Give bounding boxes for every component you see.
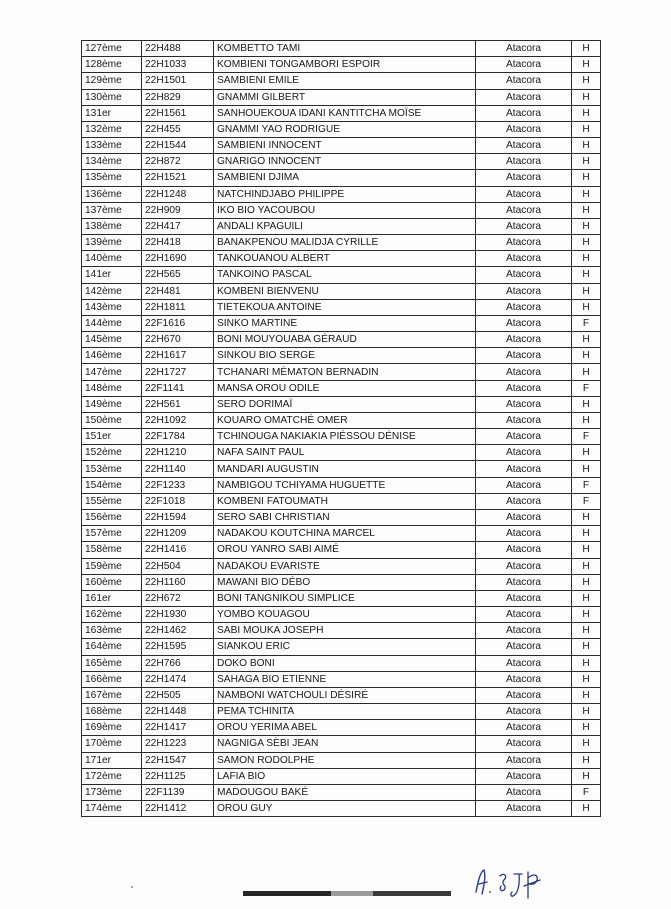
sex-cell: H	[572, 283, 601, 299]
department-cell: Atacora	[476, 687, 572, 703]
table-row	[82, 542, 601, 558]
name-cell: BONI MOUYOUABA GÉRAUD	[214, 332, 476, 348]
scan-speck	[131, 886, 133, 888]
department-cell: Atacora	[476, 784, 572, 800]
sex-cell: H	[572, 154, 601, 170]
name-cell: SABI MOUKA JOSEPH	[214, 623, 476, 639]
results-table	[81, 40, 601, 817]
name-cell: TANKOUANOU ALBERT	[214, 251, 476, 267]
rank-cell: 131er	[82, 105, 142, 121]
name-cell: SERO DORIMAÏ	[214, 396, 476, 412]
department-cell: Atacora	[476, 138, 572, 154]
sex-cell: H	[572, 348, 601, 364]
department-cell: Atacora	[476, 477, 572, 493]
department-cell: Atacora	[476, 461, 572, 477]
department-cell: Atacora	[476, 154, 572, 170]
table-row	[82, 283, 601, 299]
registration-cell: 22H1125	[142, 768, 214, 784]
department-cell: Atacora	[476, 202, 572, 218]
table-row	[82, 461, 601, 477]
name-cell: SAMBIENI DJIMA	[214, 170, 476, 186]
department-cell: Atacora	[476, 267, 572, 283]
sex-cell: F	[572, 477, 601, 493]
rank-cell: 167ème	[82, 687, 142, 703]
department-cell: Atacora	[476, 283, 572, 299]
sex-cell: H	[572, 105, 601, 121]
sex-cell: H	[572, 186, 601, 202]
registration-cell: 22H1595	[142, 639, 214, 655]
sex-cell: H	[572, 138, 601, 154]
department-cell: Atacora	[476, 235, 572, 251]
name-cell: SAHAGA BIO ETIENNE	[214, 671, 476, 687]
name-cell: LAFIA BIO	[214, 768, 476, 784]
registration-cell: 22H1462	[142, 623, 214, 639]
department-cell: Atacora	[476, 768, 572, 784]
table-row	[82, 801, 601, 817]
results-table-body	[82, 41, 601, 817]
name-cell: SIANKOU ERIC	[214, 639, 476, 655]
table-row	[82, 348, 601, 364]
registration-cell: 22H1544	[142, 138, 214, 154]
rank-cell: 168ème	[82, 704, 142, 720]
name-cell: GNAMMI YAO RODRIGUE	[214, 121, 476, 137]
name-cell: MADOUGOU BAKÉ	[214, 784, 476, 800]
table-row	[82, 73, 601, 89]
registration-cell: 22H766	[142, 655, 214, 671]
department-cell: Atacora	[476, 396, 572, 412]
name-cell: NAGNIGA SÈBI JEAN	[214, 736, 476, 752]
rank-cell: 160ème	[82, 574, 142, 590]
registration-cell: 22H1412	[142, 801, 214, 817]
rank-cell: 145ème	[82, 332, 142, 348]
department-cell: Atacora	[476, 720, 572, 736]
registration-cell: 22H1417	[142, 720, 214, 736]
rank-cell: 142ème	[82, 283, 142, 299]
name-cell: SINKOU BIO SERGE	[214, 348, 476, 364]
sex-cell: H	[572, 89, 601, 105]
name-cell: MANDARI AUGUSTIN	[214, 461, 476, 477]
sex-cell: H	[572, 736, 601, 752]
name-cell: MANSA OROU ODILE	[214, 380, 476, 396]
registration-cell: 22F1139	[142, 784, 214, 800]
name-cell: KOMBIENI TONGAMBORI ESPOIR	[214, 57, 476, 73]
handwritten-signature	[470, 862, 550, 902]
registration-cell: 22H1617	[142, 348, 214, 364]
rank-cell: 159ème	[82, 558, 142, 574]
department-cell: Atacora	[476, 186, 572, 202]
table-row	[82, 299, 601, 315]
registration-cell: 22F1784	[142, 429, 214, 445]
table-row	[82, 607, 601, 623]
department-cell: Atacora	[476, 445, 572, 461]
name-cell: KOUARO OMATCHÉ OMER	[214, 412, 476, 428]
table-row	[82, 186, 601, 202]
rank-cell: 156ème	[82, 509, 142, 525]
department-cell: Atacora	[476, 251, 572, 267]
registration-cell: 22H1501	[142, 73, 214, 89]
table-row	[82, 639, 601, 655]
sex-cell: H	[572, 655, 601, 671]
name-cell: SANHOUEKOUA IDANI KANTITCHA MOÏSE	[214, 105, 476, 121]
rank-cell: 171er	[82, 752, 142, 768]
registration-cell: 22H670	[142, 332, 214, 348]
department-cell: Atacora	[476, 299, 572, 315]
table-row	[82, 202, 601, 218]
table-row	[82, 412, 601, 428]
sex-cell: H	[572, 623, 601, 639]
registration-cell: 22H1521	[142, 170, 214, 186]
registration-cell: 22H561	[142, 396, 214, 412]
sex-cell: H	[572, 332, 601, 348]
rank-cell: 162ème	[82, 607, 142, 623]
name-cell: BONI TANGNIKOU SIMPLICE	[214, 590, 476, 606]
sex-cell: F	[572, 315, 601, 331]
table-row	[82, 768, 601, 784]
footer-bar-segment	[373, 891, 451, 896]
sex-cell: H	[572, 768, 601, 784]
rank-cell: 174ème	[82, 801, 142, 817]
table-row	[82, 267, 601, 283]
name-cell: TCHANARI MÈMATON BERNADIN	[214, 364, 476, 380]
table-row	[82, 784, 601, 800]
rank-cell: 143ème	[82, 299, 142, 315]
sex-cell: H	[572, 267, 601, 283]
department-cell: Atacora	[476, 57, 572, 73]
department-cell: Atacora	[476, 704, 572, 720]
sex-cell: H	[572, 607, 601, 623]
department-cell: Atacora	[476, 736, 572, 752]
rank-cell: 164ème	[82, 639, 142, 655]
sex-cell: H	[572, 687, 601, 703]
sex-cell: H	[572, 590, 601, 606]
table-row	[82, 720, 601, 736]
name-cell: NAFA SAINT PAUL	[214, 445, 476, 461]
department-cell: Atacora	[476, 542, 572, 558]
department-cell: Atacora	[476, 89, 572, 105]
department-cell: Atacora	[476, 558, 572, 574]
name-cell: SAMBIENI EMILE	[214, 73, 476, 89]
department-cell: Atacora	[476, 623, 572, 639]
name-cell: OROU GUY	[214, 801, 476, 817]
sex-cell: H	[572, 218, 601, 234]
rank-cell: 157ème	[82, 526, 142, 542]
name-cell: OROU YANRO SABI AIMÉ	[214, 542, 476, 558]
sex-cell: H	[572, 558, 601, 574]
department-cell: Atacora	[476, 801, 572, 817]
rank-cell: 153ème	[82, 461, 142, 477]
department-cell: Atacora	[476, 41, 572, 57]
table-row	[82, 380, 601, 396]
name-cell: BANAKPENOU MALIDJA CYRILLE	[214, 235, 476, 251]
rank-cell: 150ème	[82, 412, 142, 428]
rank-cell: 129ème	[82, 73, 142, 89]
sex-cell: H	[572, 542, 601, 558]
sex-cell: F	[572, 493, 601, 509]
table-row	[82, 671, 601, 687]
sex-cell: H	[572, 509, 601, 525]
registration-cell: 22H1033	[142, 57, 214, 73]
table-row	[82, 477, 601, 493]
sex-cell: H	[572, 461, 601, 477]
table-row	[82, 493, 601, 509]
registration-cell: 22H481	[142, 283, 214, 299]
sex-cell: H	[572, 202, 601, 218]
footer-bar-segment	[331, 891, 373, 896]
table-row	[82, 364, 601, 380]
rank-cell: 148ème	[82, 380, 142, 396]
table-row	[82, 332, 601, 348]
footer-bar	[243, 891, 451, 896]
department-cell: Atacora	[476, 170, 572, 186]
registration-cell: 22H1561	[142, 105, 214, 121]
rank-cell: 172ème	[82, 768, 142, 784]
sex-cell: H	[572, 574, 601, 590]
table-row	[82, 687, 601, 703]
name-cell: PEMA TCHINITA	[214, 704, 476, 720]
registration-cell: 22H488	[142, 41, 214, 57]
sex-cell: H	[572, 801, 601, 817]
registration-cell: 22H1092	[142, 412, 214, 428]
sex-cell: H	[572, 671, 601, 687]
sex-cell: H	[572, 396, 601, 412]
name-cell: KOMBETTO TAMI	[214, 41, 476, 57]
registration-cell: 22H1140	[142, 461, 214, 477]
department-cell: Atacora	[476, 364, 572, 380]
table-row	[82, 445, 601, 461]
registration-cell: 22F1233	[142, 477, 214, 493]
footer-bar-segment	[243, 891, 331, 896]
table-row	[82, 574, 601, 590]
sex-cell: H	[572, 235, 601, 251]
registration-cell: 22H872	[142, 154, 214, 170]
registration-cell: 22H505	[142, 687, 214, 703]
table-row	[82, 235, 601, 251]
rank-cell: 163ème	[82, 623, 142, 639]
name-cell: YOMBO KOUAGOU	[214, 607, 476, 623]
name-cell: SAMBIENI INNOCENT	[214, 138, 476, 154]
department-cell: Atacora	[476, 607, 572, 623]
department-cell: Atacora	[476, 121, 572, 137]
table-row	[82, 57, 601, 73]
department-cell: Atacora	[476, 315, 572, 331]
registration-cell: 22H672	[142, 590, 214, 606]
name-cell: SINKO MARTINE	[214, 315, 476, 331]
table-row	[82, 105, 601, 121]
registration-cell: 22H1930	[142, 607, 214, 623]
sex-cell: H	[572, 364, 601, 380]
rank-cell: 165ème	[82, 655, 142, 671]
sex-cell: H	[572, 251, 601, 267]
rank-cell: 140ème	[82, 251, 142, 267]
rank-cell: 146ème	[82, 348, 142, 364]
sex-cell: H	[572, 412, 601, 428]
table-row	[82, 121, 601, 137]
table-row	[82, 429, 601, 445]
table-row	[82, 526, 601, 542]
registration-cell: 22H1547	[142, 752, 214, 768]
registration-cell: 22H1474	[142, 671, 214, 687]
name-cell: SAMON RODOLPHE	[214, 752, 476, 768]
table-row	[82, 154, 601, 170]
department-cell: Atacora	[476, 429, 572, 445]
rank-cell: 135ème	[82, 170, 142, 186]
table-row	[82, 396, 601, 412]
rank-cell: 139ème	[82, 235, 142, 251]
department-cell: Atacora	[476, 671, 572, 687]
rank-cell: 134ème	[82, 154, 142, 170]
name-cell: GNAMMI GILBERT	[214, 89, 476, 105]
department-cell: Atacora	[476, 380, 572, 396]
registration-cell: 22H829	[142, 89, 214, 105]
name-cell: GNARIGO INNOCENT	[214, 154, 476, 170]
department-cell: Atacora	[476, 412, 572, 428]
rank-cell: 137ème	[82, 202, 142, 218]
registration-cell: 22F1018	[142, 493, 214, 509]
name-cell: OROU YERIMA ABEL	[214, 720, 476, 736]
registration-cell: 22H1209	[142, 526, 214, 542]
rank-cell: 152ème	[82, 445, 142, 461]
name-cell: TIETEKOUA ANTOINE	[214, 299, 476, 315]
rank-cell: 136ème	[82, 186, 142, 202]
table-row	[82, 558, 601, 574]
sex-cell: H	[572, 445, 601, 461]
table-row	[82, 752, 601, 768]
rank-cell: 154ème	[82, 477, 142, 493]
registration-cell: 22H1223	[142, 736, 214, 752]
sex-cell: H	[572, 57, 601, 73]
rank-cell: 170ème	[82, 736, 142, 752]
name-cell: KOMBENI FATOUMATH	[214, 493, 476, 509]
registration-cell: 22H909	[142, 202, 214, 218]
registration-cell: 22H1811	[142, 299, 214, 315]
sex-cell: F	[572, 784, 601, 800]
table-row	[82, 251, 601, 267]
rank-cell: 169ème	[82, 720, 142, 736]
department-cell: Atacora	[476, 218, 572, 234]
name-cell: NATCHINDJABO PHILIPPE	[214, 186, 476, 202]
rank-cell: 173ème	[82, 784, 142, 800]
department-cell: Atacora	[476, 590, 572, 606]
department-cell: Atacora	[476, 752, 572, 768]
rank-cell: 138ème	[82, 218, 142, 234]
name-cell: KOMBENI BIENVENU	[214, 283, 476, 299]
registration-cell: 22H1416	[142, 542, 214, 558]
rank-cell: 132ème	[82, 121, 142, 137]
registration-cell: 22H1727	[142, 364, 214, 380]
table-row	[82, 138, 601, 154]
rank-cell: 130ème	[82, 89, 142, 105]
sex-cell: F	[572, 380, 601, 396]
sex-cell: H	[572, 170, 601, 186]
department-cell: Atacora	[476, 655, 572, 671]
registration-cell: 22H1690	[142, 251, 214, 267]
rank-cell: 128ème	[82, 57, 142, 73]
registration-cell: 22H565	[142, 267, 214, 283]
name-cell: NAMBIGOU TCHIYAMA HUGUETTE	[214, 477, 476, 493]
sex-cell: H	[572, 41, 601, 57]
sex-cell: H	[572, 639, 601, 655]
name-cell: DOKO BONI	[214, 655, 476, 671]
sex-cell: H	[572, 299, 601, 315]
registration-cell: 22F1616	[142, 315, 214, 331]
sex-cell: H	[572, 720, 601, 736]
table-row	[82, 315, 601, 331]
registration-cell: 22H1448	[142, 704, 214, 720]
department-cell: Atacora	[476, 332, 572, 348]
sex-cell: H	[572, 752, 601, 768]
rank-cell: 147ème	[82, 364, 142, 380]
table-row	[82, 218, 601, 234]
department-cell: Atacora	[476, 105, 572, 121]
rank-cell: 151er	[82, 429, 142, 445]
rank-cell: 166ème	[82, 671, 142, 687]
registration-cell: 22H1210	[142, 445, 214, 461]
department-cell: Atacora	[476, 493, 572, 509]
registration-cell: 22H1594	[142, 509, 214, 525]
sex-cell: H	[572, 704, 601, 720]
name-cell: TANKOINO PASCAL	[214, 267, 476, 283]
registration-cell: 22H1160	[142, 574, 214, 590]
table-row	[82, 704, 601, 720]
sex-cell: F	[572, 429, 601, 445]
rank-cell: 144ème	[82, 315, 142, 331]
department-cell: Atacora	[476, 348, 572, 364]
table-row	[82, 89, 601, 105]
rank-cell: 155ème	[82, 493, 142, 509]
table-row	[82, 41, 601, 57]
name-cell: ANDALI KPAGUILI	[214, 218, 476, 234]
department-cell: Atacora	[476, 509, 572, 525]
table-row	[82, 170, 601, 186]
registration-cell: 22H1248	[142, 186, 214, 202]
rank-cell: 127ème	[82, 41, 142, 57]
table-row	[82, 509, 601, 525]
table-row	[82, 736, 601, 752]
table-row	[82, 623, 601, 639]
registration-cell: 22H455	[142, 121, 214, 137]
name-cell: NAMBONI WATCHOULI DÉSIRÉ	[214, 687, 476, 703]
sex-cell: H	[572, 121, 601, 137]
rank-cell: 141er	[82, 267, 142, 283]
rank-cell: 161er	[82, 590, 142, 606]
name-cell: TCHINOUGA NAKIAKIA PIÉSSOU DÉNISE	[214, 429, 476, 445]
sex-cell: H	[572, 526, 601, 542]
department-cell: Atacora	[476, 574, 572, 590]
sex-cell: H	[572, 73, 601, 89]
name-cell: IKO BIO YACOUBOU	[214, 202, 476, 218]
registration-cell: 22H417	[142, 218, 214, 234]
registration-cell: 22F1141	[142, 380, 214, 396]
registration-cell: 22H418	[142, 235, 214, 251]
department-cell: Atacora	[476, 526, 572, 542]
name-cell: NADAKOU EVARISTE	[214, 558, 476, 574]
name-cell: MAWANI BIO DÉBO	[214, 574, 476, 590]
department-cell: Atacora	[476, 73, 572, 89]
name-cell: SERO SABI CHRISTIAN	[214, 509, 476, 525]
table-row	[82, 655, 601, 671]
rank-cell: 133ème	[82, 138, 142, 154]
registration-cell: 22H504	[142, 558, 214, 574]
department-cell: Atacora	[476, 639, 572, 655]
rank-cell: 149ème	[82, 396, 142, 412]
rank-cell: 158ème	[82, 542, 142, 558]
name-cell: NADAKOU KOUTCHINA MARCEL	[214, 526, 476, 542]
table-row	[82, 590, 601, 606]
